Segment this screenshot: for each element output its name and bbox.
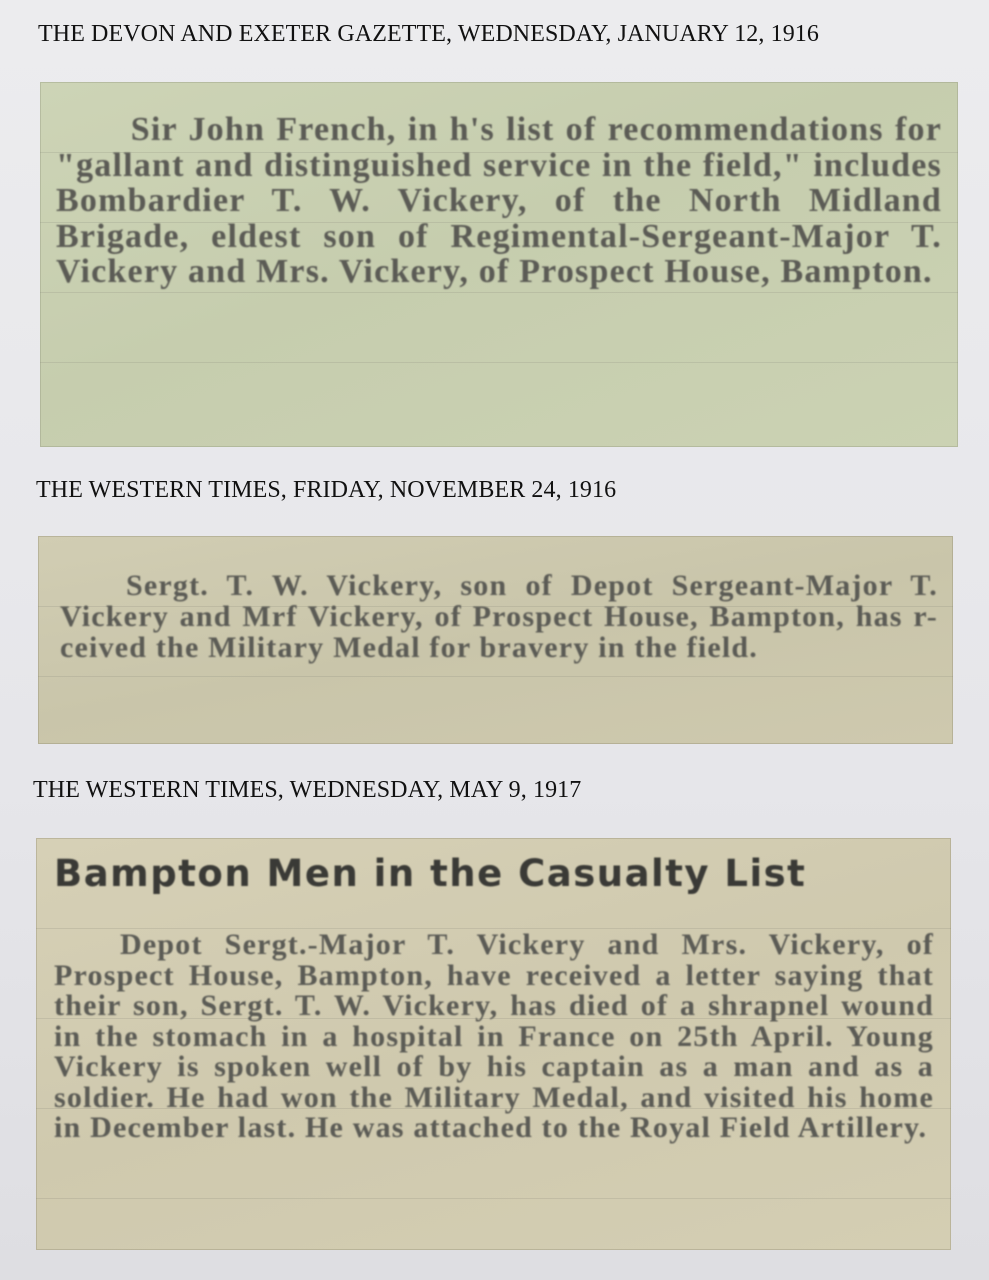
- clipping-3-article-text: Depot Sergt.-Major T. Vickery and Mrs. Vickery, of Prospect House, Bampton, have received a letter saying that their son, Sergt. T. W. Vickery, has died of a shrapnel wound in the stomach in a hospital in France on 25th April. Young Vickery is spoken well of by his captain as a man and as a soldier. He had won the Military Medal, and visited his home in December last. He was attached to the Royal Field Artillery.: [54, 928, 934, 1144]
- clipping-2-article-text: Sergt. T. W. Vickery, son of Depot Sergeant-Major T. Vickery and Mrf Vickery, of Prospect House, Bampton, has r-ceived the Military Medal for bravery in the field.: [60, 569, 938, 664]
- clipping-1-article-text: Sir John French, in h's list of recommendations for "gallant and distinguished service in the field," includes Bombardier T. W. Vickery, of the North Midland Brigade, eldest son of Regimental-Sergeant-Major T. Vickery and Mrs. Vickery, of Prospect House, Bampton.: [56, 111, 942, 290]
- clipping-1: [40, 82, 958, 447]
- clipping-1-source-heading: THE DEVON AND EXETER GAZETTE, WEDNESDAY, JANUARY 12, 1916: [38, 21, 820, 47]
- clipping-2-source-heading: THE WESTERN TIMES, FRIDAY, NOVEMBER 24, 1916: [36, 477, 617, 503]
- clipping-2: [38, 536, 953, 744]
- clipping-3-source-heading: THE WESTERN TIMES, WEDNESDAY, MAY 9, 1917: [33, 777, 582, 803]
- clipping-3: [36, 838, 951, 1250]
- clipping-3-article-headline: Bampton Men in the Casualty List: [54, 852, 807, 895]
